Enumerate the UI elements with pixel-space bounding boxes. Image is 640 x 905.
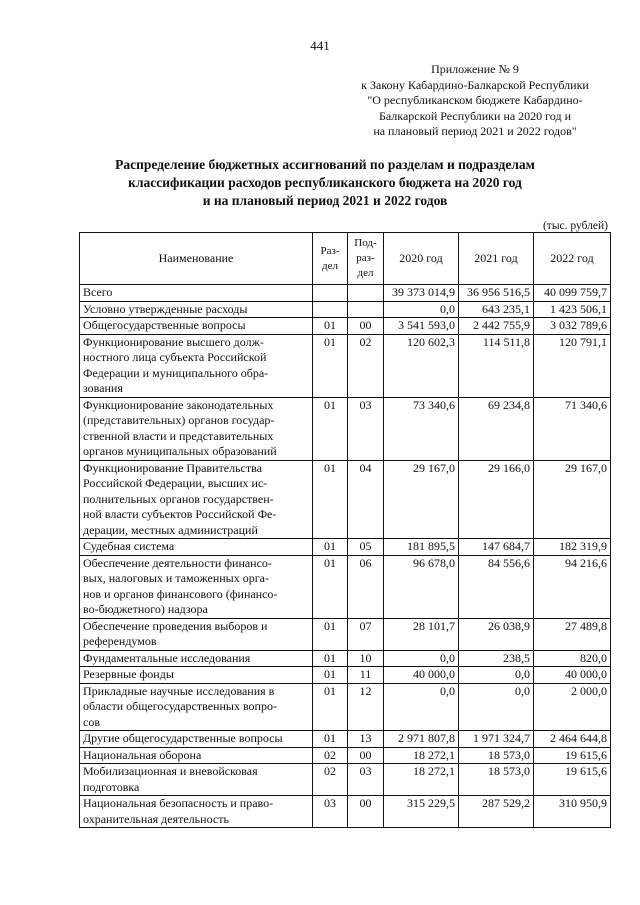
- row-value-2022: 40 099 759,7: [534, 285, 611, 302]
- table-body: [80, 285, 611, 828]
- header-section: [313, 233, 348, 285]
- row-value-2022: 71 340,6: [534, 397, 611, 460]
- row-section: 02: [313, 764, 348, 796]
- row-section: 01: [313, 555, 348, 618]
- appendix-line: Приложение № 9: [431, 62, 519, 76]
- row-name: [80, 397, 313, 460]
- row-subsection: 13: [348, 731, 384, 748]
- row-name-line: ностного лица субъекта Российской: [83, 350, 267, 364]
- row-subsection: 03: [348, 397, 384, 460]
- appendix-line: "О республиканском бюджете Кабардино-: [367, 93, 583, 107]
- row-value-2021: 18 573,0: [459, 747, 534, 764]
- header-subsection-line: раз-: [356, 252, 375, 264]
- row-value-2022: 820,0: [534, 650, 611, 667]
- row-value-2021: 2 442 755,9: [459, 318, 534, 335]
- row-value-2020: 3 541 593,0: [384, 318, 459, 335]
- header-section-line: дел: [322, 259, 338, 272]
- row-section: 01: [313, 618, 348, 650]
- row-name: [80, 764, 313, 796]
- row-value-2021: 147 684,7: [459, 539, 534, 556]
- row-value-2020: 39 373 014,9: [384, 285, 459, 302]
- row-name-line: Российской Федерации, высших ис-: [83, 476, 268, 490]
- table-row: [80, 667, 611, 684]
- table-row: [80, 318, 611, 335]
- row-name-line: референдумов: [83, 634, 157, 648]
- row-name-line: (представительных) органов государ-: [83, 413, 275, 427]
- row-section: 01: [313, 460, 348, 539]
- row-name-line: области общегосударственных вопро-: [83, 699, 277, 713]
- appendix-note: [340, 62, 610, 140]
- row-value-2020: 40 000,0: [384, 667, 459, 684]
- row-name: [80, 460, 313, 539]
- title-line: Распределение бюджетных ассигнований по разделам и подразделам: [115, 157, 535, 172]
- row-name-line: вых, налоговых и таможенных орга-: [83, 571, 269, 585]
- row-value-2022: 310 950,9: [534, 796, 611, 828]
- row-value-2020: 96 678,0: [384, 555, 459, 618]
- row-subsection: 05: [348, 539, 384, 556]
- row-value-2022: 2 464 644,8: [534, 731, 611, 748]
- header-subsection-line: Под-: [354, 237, 377, 249]
- row-name-line: Мобилизационная и вневойсковая: [83, 764, 258, 778]
- row-name: [80, 747, 313, 764]
- row-subsection: 04: [348, 460, 384, 539]
- row-name-line: нов и органов финансового (финансо-: [83, 586, 278, 601]
- row-name-line: полнительных органов государствен-: [83, 491, 274, 506]
- budget-table: [79, 232, 611, 828]
- row-value-2022: 182 319,9: [534, 539, 611, 556]
- row-name-line: ной власти субъектов Российской Фе-: [83, 507, 277, 521]
- row-name: [80, 796, 313, 828]
- row-value-2022: 94 216,6: [534, 555, 611, 618]
- row-subsection: 11: [348, 667, 384, 684]
- row-name-line: дерации, местных администраций: [83, 522, 258, 537]
- row-value-2020: 120 602,3: [384, 334, 459, 397]
- row-section: 01: [313, 650, 348, 667]
- row-name-line: Обеспечение проведения выборов и: [83, 618, 268, 633]
- row-section: 01: [313, 318, 348, 335]
- row-subsection: 02: [348, 334, 384, 397]
- row-name: [80, 650, 313, 667]
- row-value-2020: 2 971 807,8: [384, 731, 459, 748]
- document-title: [60, 156, 590, 210]
- table-row: [80, 731, 611, 748]
- row-section: [313, 301, 348, 318]
- row-value-2021: 26 038,9: [459, 618, 534, 650]
- row-value-2021: 643 235,1: [459, 301, 534, 318]
- row-section: 01: [313, 667, 348, 684]
- row-value-2021: 29 166,0: [459, 460, 534, 539]
- row-name-line: зования: [83, 381, 123, 395]
- row-section: [313, 285, 348, 302]
- row-value-2022: 120 791,1: [534, 334, 611, 397]
- row-name-line: Условно утвержденные расходы: [83, 301, 248, 316]
- row-name-line: Функционирование высшего долж-: [83, 334, 264, 349]
- row-subsection: 06: [348, 555, 384, 618]
- row-name: [80, 618, 313, 650]
- row-name-line: Национальная оборона: [83, 747, 202, 762]
- row-value-2021: 36 956 516,5: [459, 285, 534, 302]
- table-header-row: [80, 233, 611, 285]
- row-name: [80, 731, 313, 748]
- table-row: [80, 747, 611, 764]
- table-row: [80, 397, 611, 460]
- row-name-line: Функционирование Правительства: [83, 460, 262, 475]
- row-value-2021: 0,0: [459, 667, 534, 684]
- row-name: [80, 683, 313, 731]
- table-row: [80, 285, 611, 302]
- table-row: [80, 301, 611, 318]
- row-value-2020: 28 101,7: [384, 618, 459, 650]
- row-value-2021: 1 971 324,7: [459, 731, 534, 748]
- row-value-2020: 73 340,6: [384, 397, 459, 460]
- row-section: 01: [313, 731, 348, 748]
- row-subsection: 12: [348, 683, 384, 731]
- row-subsection: 00: [348, 318, 384, 335]
- row-name-line: Функционирование законодательных: [83, 397, 274, 412]
- header-subsection-line: дел: [357, 267, 374, 279]
- row-value-2021: 18 573,0: [459, 764, 534, 796]
- row-value-2022: 19 615,6: [534, 747, 611, 764]
- row-name: [80, 667, 313, 684]
- header-2020: 2020 год: [384, 233, 459, 285]
- header-section-line: Раз-: [320, 244, 340, 257]
- row-value-2022: 29 167,0: [534, 460, 611, 539]
- row-name: [80, 285, 313, 302]
- unit-note: (тыс. рублей): [542, 220, 608, 232]
- row-subsection: 00: [348, 796, 384, 828]
- row-name-line: во-бюджетного) надзора: [83, 602, 208, 616]
- row-subsection: 00: [348, 747, 384, 764]
- row-name-line: Фундаментальные исследования: [83, 650, 251, 665]
- table-row: [80, 796, 611, 828]
- appendix-line: Балкарской Республики на 2020 год и: [378, 108, 571, 123]
- row-value-2022: 3 032 789,6: [534, 318, 611, 335]
- row-value-2022: 1 423 506,1: [534, 301, 611, 318]
- row-subsection: 10: [348, 650, 384, 667]
- header-subsection: [348, 233, 384, 285]
- row-value-2021: 69 234,8: [459, 397, 534, 460]
- row-name-line: Другие общегосударственные вопросы: [83, 731, 283, 745]
- appendix-line: на плановый период 2021 и 2022 годов": [373, 124, 577, 138]
- row-name-line: ственной власти и представительных: [83, 428, 274, 443]
- row-name: [80, 301, 313, 318]
- row-subsection: 07: [348, 618, 384, 650]
- row-name: [80, 334, 313, 397]
- row-name-line: Прикладные научные исследования в: [83, 683, 275, 698]
- row-name-line: подготовка: [83, 779, 140, 794]
- table-row: [80, 618, 611, 650]
- title-line: классификации расходов республиканского бюджета на 2020 год: [128, 175, 522, 190]
- row-section: 01: [313, 334, 348, 397]
- row-name-line: Всего: [83, 285, 113, 299]
- table-row: [80, 683, 611, 731]
- row-value-2021: 238,5: [459, 650, 534, 667]
- row-name-line: Судебная система: [83, 539, 175, 553]
- row-value-2021: 0,0: [459, 683, 534, 731]
- header-name: Наименование: [80, 233, 313, 285]
- row-value-2021: 84 556,6: [459, 555, 534, 618]
- row-name: [80, 318, 313, 335]
- row-name: [80, 555, 313, 618]
- appendix-line: к Закону Кабардино-Балкарской Республики: [361, 77, 589, 92]
- row-subsection: [348, 301, 384, 318]
- row-name: [80, 539, 313, 556]
- row-section: 03: [313, 796, 348, 828]
- row-value-2020: 0,0: [384, 683, 459, 731]
- row-value-2020: 181 895,5: [384, 539, 459, 556]
- row-value-2020: 315 229,5: [384, 796, 459, 828]
- row-value-2022: 27 489,8: [534, 618, 611, 650]
- row-value-2020: 0,0: [384, 301, 459, 318]
- table-row: [80, 764, 611, 796]
- row-section: 01: [313, 683, 348, 731]
- row-value-2020: 0,0: [384, 650, 459, 667]
- table-row: [80, 334, 611, 397]
- table-row: [80, 650, 611, 667]
- header-2021: 2021 год: [459, 233, 534, 285]
- header-2022: 2022 год: [534, 233, 611, 285]
- row-name-line: охранительная деятельность: [83, 811, 229, 826]
- row-section: 01: [313, 539, 348, 556]
- table-row: [80, 555, 611, 618]
- row-subsection: 03: [348, 764, 384, 796]
- row-name-line: Резервные фонды: [83, 667, 174, 681]
- table-row: [80, 539, 611, 556]
- row-value-2020: 18 272,1: [384, 747, 459, 764]
- row-section: 01: [313, 397, 348, 460]
- page-number: 441: [310, 38, 330, 53]
- row-name-line: Обеспечение деятельности финансо-: [83, 555, 272, 570]
- row-name-line: сов: [83, 714, 100, 729]
- row-value-2020: 29 167,0: [384, 460, 459, 539]
- row-name-line: Федерации и муниципального обра-: [83, 365, 269, 380]
- title-line: и на плановый период 2021 и 2022 годов: [202, 193, 448, 208]
- row-value-2022: 40 000,0: [534, 667, 611, 684]
- row-subsection: [348, 285, 384, 302]
- row-section: 02: [313, 747, 348, 764]
- row-value-2022: 19 615,6: [534, 764, 611, 796]
- row-value-2021: 114 511,8: [459, 334, 534, 397]
- row-value-2022: 2 000,0: [534, 683, 611, 731]
- row-name-line: Национальная безопасность и право-: [83, 796, 274, 810]
- table-row: [80, 460, 611, 539]
- row-value-2021: 287 529,2: [459, 796, 534, 828]
- row-value-2020: 18 272,1: [384, 764, 459, 796]
- row-name-line: Общегосударственные вопросы: [83, 318, 246, 332]
- row-name-line: органов муниципальных образований: [83, 444, 277, 458]
